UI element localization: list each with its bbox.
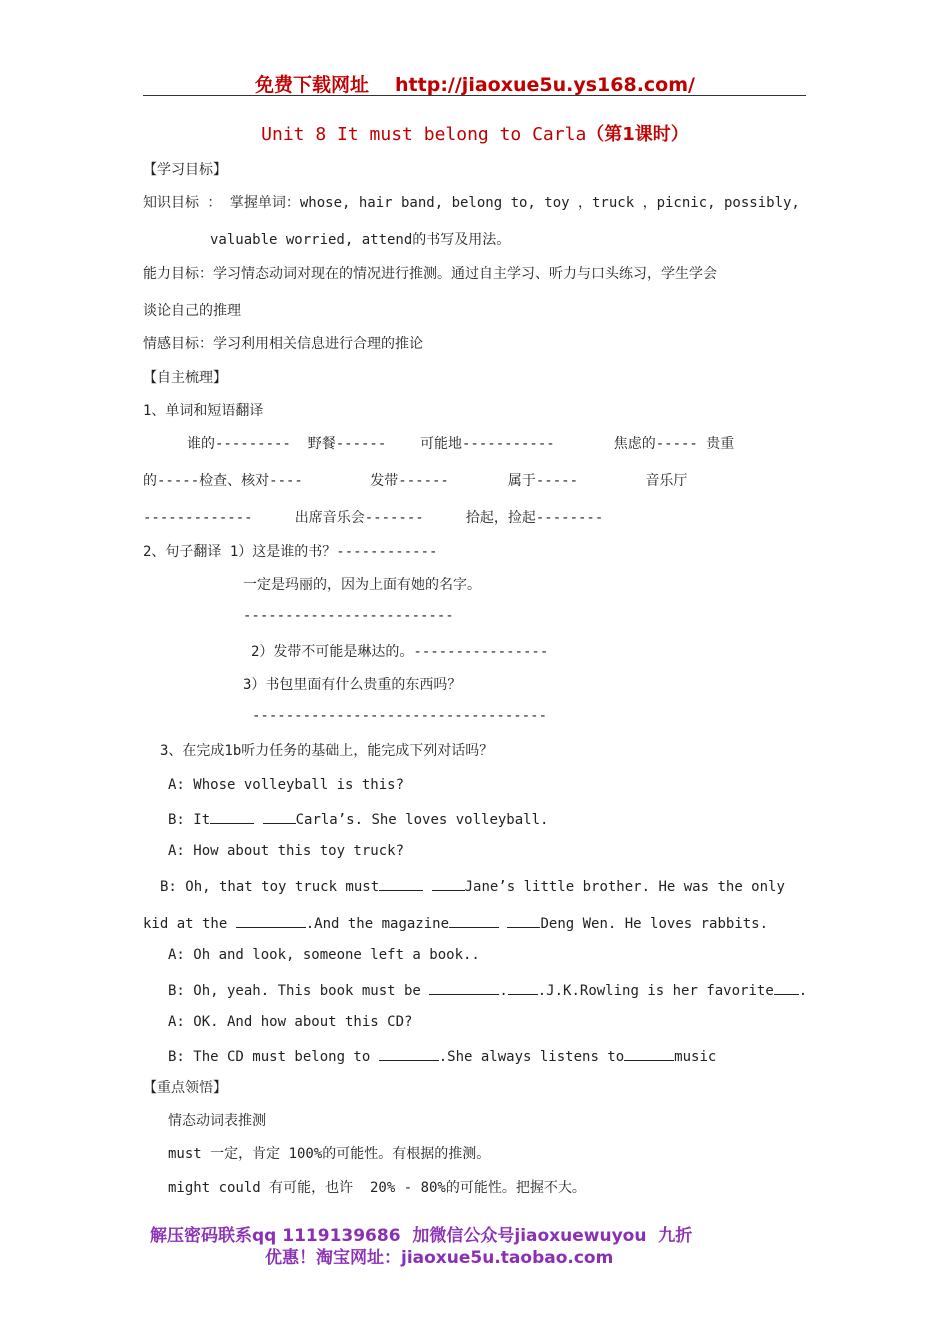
dialogue-line7: B: Oh, yeah. This book must be . .J.K.Rowling is her favorite . (168, 980, 807, 1000)
knowledge-objective-line1: 知识目标 ： 掌握单词：whose, hair band, belong to, toy ，truck ，picnic, possibly, (143, 195, 800, 211)
title-unit: Unit 8 It must belong to Carla (261, 124, 587, 145)
dialogue-line1: A: Whose volleyball is this? (168, 777, 405, 793)
q2-sentence2: 2）发带不可能是琳达的。---------------- (251, 644, 549, 660)
q1-vocab-line1: 谁的--------- 野餐------ 可能地----------- 焦虑的----- 贵重 (187, 436, 735, 452)
q2-title: 2、句子翻译 1）这是谁的书？------------ (143, 544, 438, 560)
header-divider (143, 95, 806, 96)
dialogue-line4: B: Oh, that toy truck must Jane’s little brother. He was the only (160, 876, 785, 896)
knowledge-objective-line2: valuable worried, attend的书写及用法。 (210, 232, 511, 248)
header-site-label: 免费下载网址 (255, 74, 370, 96)
q2-sentence3-blank: ----------------------------------- (252, 708, 548, 724)
dialogue-line9: B: The CD must belong to .She always listens to music (168, 1046, 716, 1066)
objectives-heading: 【学习目标】 (143, 162, 227, 178)
dialogue-line3: A: How about this toy truck? (168, 843, 405, 859)
q2-sentence1: 一定是玛丽的，因为上面有她的名字。 (243, 577, 481, 593)
dialogue-line5: kid at the .And the magazine Deng Wen. He loves rabbits. (143, 913, 768, 933)
q1-vocab-line2: 的-----检查、核对---- 发带------ 属于----- 音乐厅 (143, 473, 688, 489)
q2-sentence1-blank: ------------------------- (243, 608, 454, 624)
title-lesson: （第1课时） (586, 124, 689, 145)
header-url-link[interactable]: http://jiaoxue5u.ys168.com/ (395, 74, 695, 96)
q1-title: 1、单词和短语翻译 (143, 403, 264, 419)
key-points-heading: 【重点领悟】 (143, 1080, 227, 1096)
q1-vocab-line3: ------------- 出席音乐会------- 拾起，捡起-------- (143, 510, 604, 526)
key-point-2: must 一定，肯定 100%的可能性。有根据的推测。 (168, 1146, 491, 1162)
dialogue-line8: A: OK. And how about this CD? (168, 1014, 413, 1030)
dialogue-line2: B: It Carla’s. She loves volleyball. (168, 809, 548, 829)
key-point-3: might could 有可能，也许 20% - 80%的可能性。把握不大。 (168, 1180, 586, 1196)
document-title (0, 120, 950, 146)
footer-line2: 优惠！淘宝网址：jiaoxue5u.taobao.com (265, 1248, 614, 1268)
ability-objective-line2: 谈论自己的推理 (143, 303, 241, 319)
ability-objective-line1: 能力目标：学习情态动词对现在的情况进行推测。通过自主学习、听力与口头练习，学生学会 (143, 266, 717, 282)
self-study-heading: 【自主梳理】 (143, 370, 227, 386)
key-point-1: 情态动词表推测 (168, 1113, 266, 1129)
q2-sentence3: 3）书包里面有什么贵重的东西吗？ (243, 677, 462, 693)
footer-line1: 解压密码联系qq 1119139686 加微信公众号jiaoxuewuyou 九折 (150, 1226, 693, 1246)
emotion-objective: 情感目标：学习利用相关信息进行合理的推论 (143, 336, 423, 352)
q3-title: 3、在完成1b听力任务的基础上，能完成下列对话吗？ (160, 743, 494, 759)
page-header (0, 70, 950, 97)
dialogue-line6: A: Oh and look, someone left a book.. (168, 947, 480, 963)
